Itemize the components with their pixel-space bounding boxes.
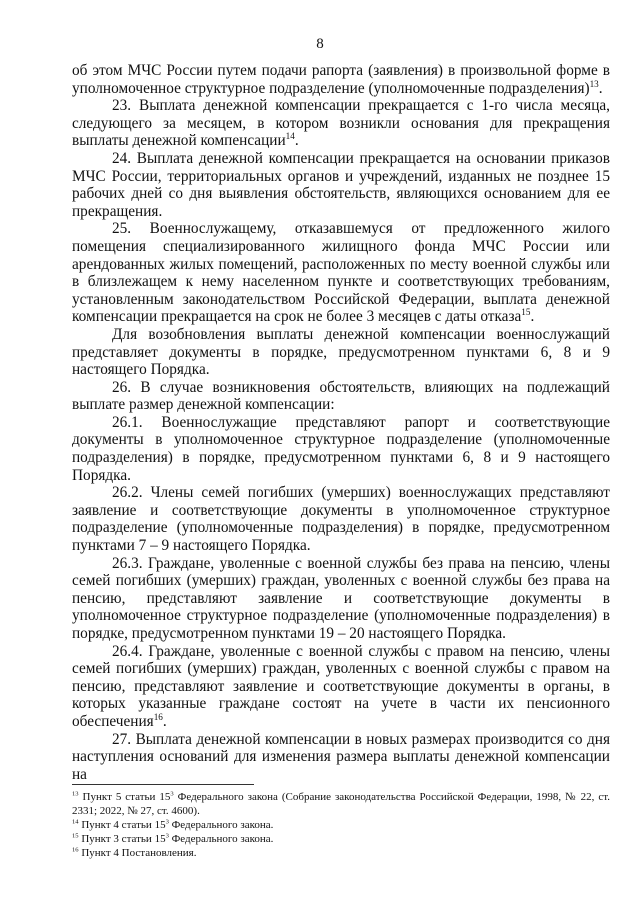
page-number: 8	[316, 36, 324, 52]
paragraph: 27. Выплата денежной компенсации в новых размерах производится со дня наступления оснований для изменения размера выплаты денежной компенсации на	[72, 730, 610, 783]
footnote: $^{16}$ Пункт 4 Постановления.	[72, 846, 197, 859]
paragraph: 26.2. Члены семей погибших (умерших) военнослужащих представляют заявление и соответствующие документы в уполномоченное структурное подразделение (уполномоченные подразделения) в порядке, предусмотренном пунктами 7 – 9 настоящего Порядка.	[72, 484, 610, 555]
footnote-ref: 14	[285, 131, 295, 142]
footnote-number: 15	[72, 832, 79, 840]
paragraph: 24. Выплата денежной компенсации прекращается на основании приказов МЧС России, территориальных органов и учреждений, изданных не позднее 15 рабочих дней со дня выявления обстоятельств, являющихся основанием для ее прекращения.	[72, 149, 610, 220]
paragraph: 23. Выплата денежной компенсации прекращается с 1-го числа месяца, следующего за месяцем, в котором возникли основания для прекращения выплаты денежной компенсации$^{14}$.	[72, 97, 610, 150]
footnote-number: 14	[72, 818, 79, 826]
footnote-number: 16	[72, 846, 79, 854]
footnote: $^{13}$ Пункт 5 статьи $15^3$ Федерального закона (Собрание законодательства Российской Федерации, 1998, № 22, ст. 2331; 2022, № 27, ст. 4600).	[72, 790, 610, 817]
paragraph: 26.4. Граждане, уволенные с военной службы с правом на пенсию, члены семей погибших (умерших) граждан, уволенных с военной службы с правом на пенсию, представляют заявление и соответствующие документы в органы, в которых указанные граждане состоят на учете в части их пенсионного обеспечения$^{16}$.	[72, 642, 610, 730]
body-text	[72, 62, 610, 783]
footnote-ref: 16	[153, 711, 163, 722]
footnote: $^{14}$ Пункт 4 статьи $15^3$ Федерального закона.	[72, 818, 274, 831]
paragraph: 26. В случае возникновения обстоятельств, влияющих на подлежащий выплате размер денежной компенсации:	[72, 378, 610, 414]
footnote: $^{15}$ Пункт 3 статьи $15^3$ Федерального закона.	[72, 832, 274, 845]
paragraph: 26.3. Граждане, уволенные с военной службы без права на пенсию, члены семей погибших (умерших) граждан, уволенных с военной службы без права на пенсию, представляют заявление и соответствующие документы в уполномоченное структурное подразделение (уполномоченные подразделения) в порядке, предусмотренном пунктами 19 – 20 настоящего Порядка.	[72, 554, 610, 642]
footnote-ref: 13	[589, 78, 599, 89]
footnote-separator	[72, 784, 254, 785]
paragraph: об этом МЧС России путем подачи рапорта (заявления) в произвольной форме в уполномоченное структурное подразделение (уполномоченные подразделения)$^{13}$.	[72, 62, 610, 97]
paragraph: 26.1. Военнослужащие представляют рапорт и соответствующие документы в уполномоченное структурное подразделение (уполномоченные подразделения) в порядке, предусмотренном пунктами 6, 8 и 9 настоящего Порядка.	[72, 413, 610, 484]
paragraph: 25. Военнослужащему, отказавшемуся от предложенного жилого помещения специализированного жилищного фонда МЧС России или арендованных жилых помещений, расположенных по месту военной службы или в близлежащем к нему населенном пункте и соответствующих требованиям, установленным законодательством Российской Федерации, выплата денежной компенсации прекращается на срок не более 3 месяцев с даты отказа$^{15}$.	[72, 220, 610, 326]
footnote-number: 13	[72, 790, 79, 798]
footnotes	[72, 790, 610, 860]
footnote-ref: 15	[521, 307, 531, 318]
paragraph: Для возобновления выплаты денежной компенсации военнослужащий представляет документы в порядке, предусмотренном пунктами 6, 8 и 9 настоящего Порядка.	[72, 325, 610, 379]
